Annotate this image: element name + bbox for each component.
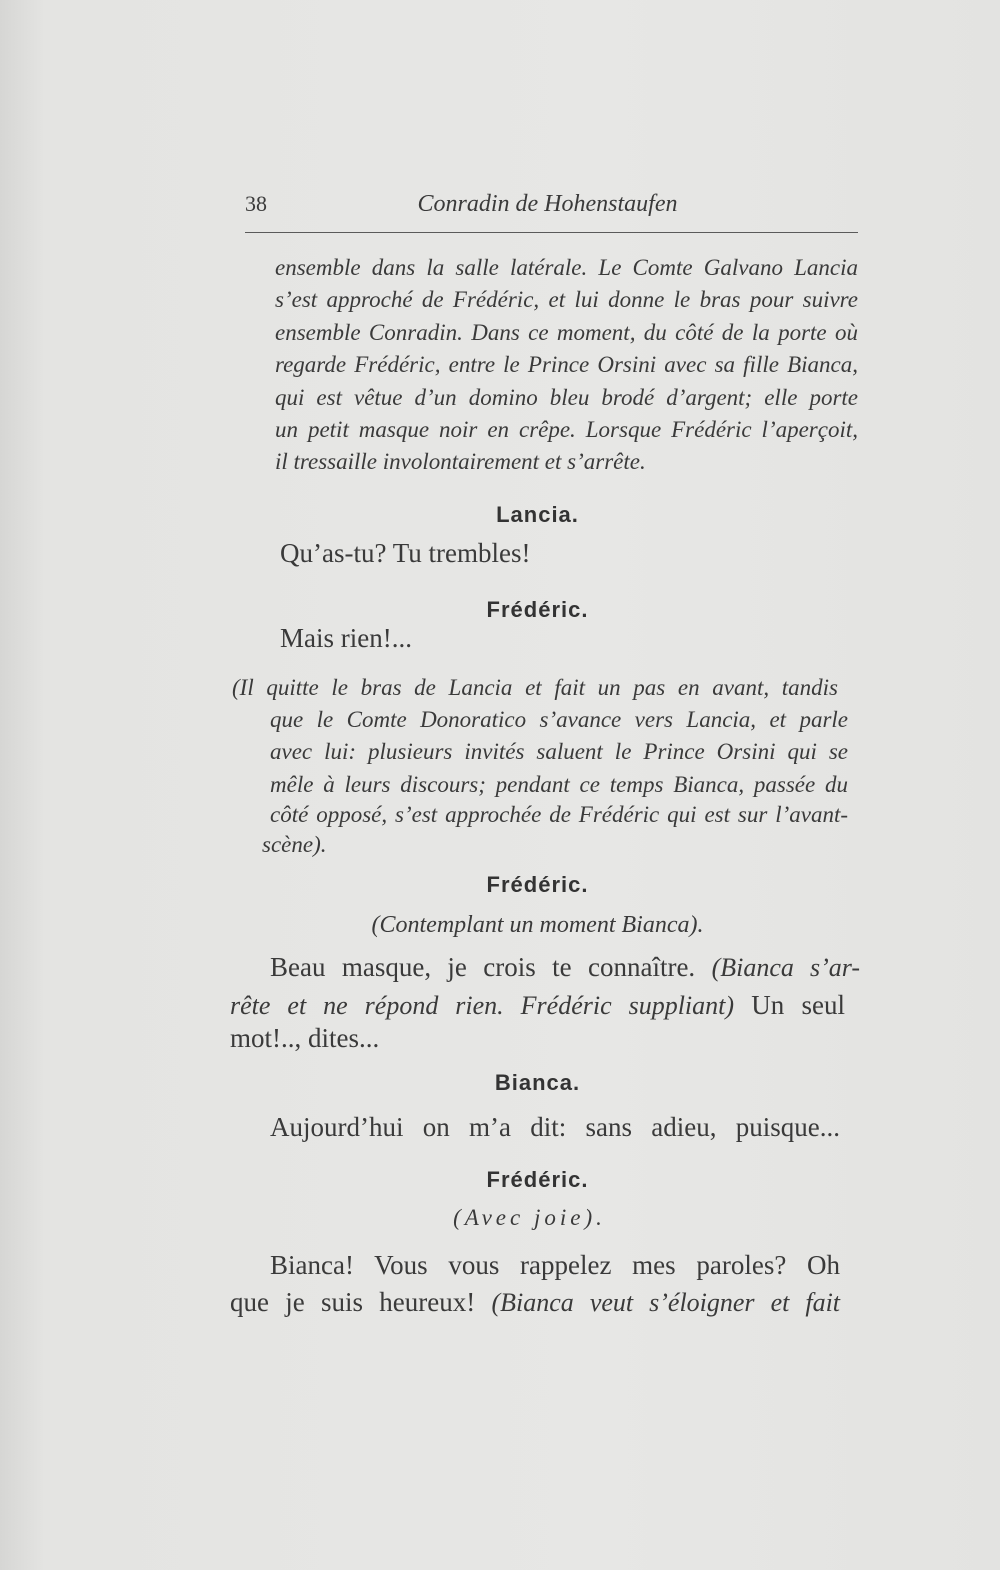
stage-direction-line: (Il quitte le bras de Lancia et fait un pas en avant, tandis (232, 675, 838, 700)
stage-direction-line: ensemble dans la salle latérale. Le Comte Galvano Lancia (275, 255, 858, 280)
speech-text: Un seul (751, 990, 845, 1020)
stage-direction-line: avec lui: plusieurs invités saluent le Prince Orsini qui se (270, 739, 848, 764)
header-rule (245, 232, 858, 233)
page-number: 38 (245, 191, 267, 216)
speech-line (230, 1282, 840, 1322)
stage-direction-text: rête et ne répond rien. Frédéric suppliant) (230, 991, 735, 1020)
speech-line (270, 947, 860, 987)
stage-direction-line: qui est vêtue d’un domino bleu brodé d’argent; elle porte (275, 385, 858, 410)
stage-direction-line: côté opposé, s’est approchée de Frédéric qui est sur l’avant- (270, 802, 848, 827)
speaker-name: Bianca. (494, 1070, 581, 1095)
speaker-name: Frédéric. (486, 1167, 589, 1192)
stage-direction-line: s’est approché de Frédéric, et lui donne le bras pour suivre (275, 287, 858, 312)
stage-direction-line: il tressaille involontairement et s’arrête. (275, 449, 646, 474)
speech-text: mot!.., dites... (230, 1023, 380, 1053)
speech-line: Qu’as-tu? Tu trembles! (280, 538, 531, 568)
speech-text: Beau masque, je crois te connaître. (270, 952, 696, 982)
stage-direction-line: ensemble Conradin. Dans ce moment, du côté de la porte où (275, 320, 858, 345)
stage-direction-line: scène). (262, 832, 327, 857)
stage-direction-text: (Bianca veut s’éloigner et fait (491, 1288, 841, 1317)
stage-direction-text: (Bianca s’ar- (711, 953, 861, 982)
stage-direction-line: que le Comte Donoratico s’avance vers Lancia, et parle (270, 707, 848, 732)
stage-direction-inline: (Avec joie). (453, 1205, 606, 1230)
stage-direction-line: mêle à leurs discours; pendant ce temps Bianca, passée du (270, 772, 848, 797)
stage-direction-line: regarde Frédéric, entre le Prince Orsini avec sa fille Bianca, (275, 352, 858, 377)
running-title: Conradin de Hohenstaufen (417, 191, 678, 217)
speaker-name: Frédéric. (486, 597, 589, 622)
stage-direction-inline: (Contemplant un moment Bianca). (371, 912, 704, 938)
speaker-name: Frédéric. (486, 872, 589, 897)
speaker-name: Lancia. (496, 502, 579, 527)
speech-line (270, 1245, 840, 1285)
speech-line: Aujourd’hui on m’a dit: sans adieu, puisque... (270, 1112, 840, 1142)
speech-text: Bianca! Vous vous rappelez mes paroles? Oh (270, 1250, 840, 1280)
speech-line: Mais rien!... (280, 623, 412, 653)
stage-direction-line: un petit masque noir en crêpe. Lorsque Frédéric l’aperçoit, (275, 417, 858, 442)
speech-line (230, 1018, 379, 1058)
speech-text: que je suis heureux! (230, 1287, 476, 1317)
